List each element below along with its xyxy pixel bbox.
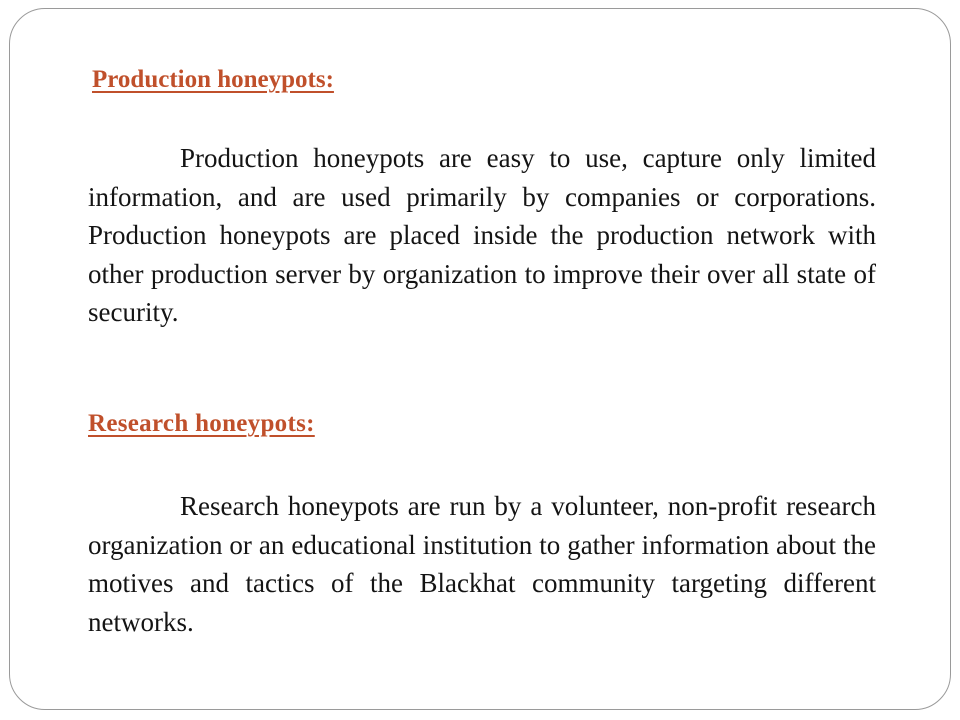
- research-honeypots-heading: Research honeypots:: [88, 410, 315, 437]
- production-honeypots-paragraph: Production honeypots are easy to use, capture only limited information, and are used primarily by companies or corporations. Production honeypots are placed inside the production network with other production server by organization to improve their over all state of security.: [88, 143, 876, 327]
- research-honeypots-paragraph: Research honeypots are run by a volunteer, non-profit research organization or an educational institution to gather information about the motives and tactics of the Blackhat community targeting different networks.: [88, 491, 876, 637]
- production-honeypots-heading: Production honeypots:: [92, 66, 334, 93]
